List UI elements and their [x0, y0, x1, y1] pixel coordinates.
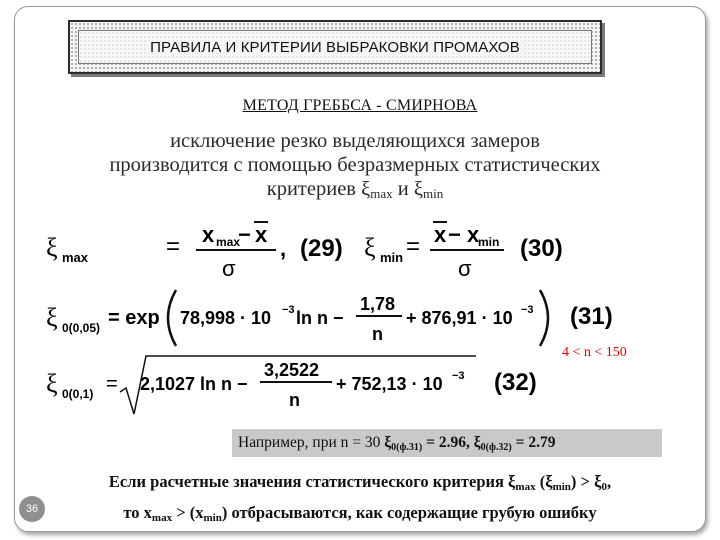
- conclusion-text: [40, 469, 680, 531]
- f1-denominator: σ: [222, 256, 236, 281]
- f1-num-sub: max: [216, 235, 241, 249]
- conclusion-sub-min: min: [552, 481, 571, 493]
- f2-denominator: σ: [458, 256, 472, 281]
- intro-sub-min: min: [423, 186, 444, 201]
- f4-term2: + 752,13 · 10: [336, 374, 443, 394]
- formula-row-2-svg: [0, 284, 720, 354]
- page-number-badge: 36: [19, 496, 45, 522]
- f1-xi: ξ: [46, 233, 58, 262]
- conclusion-sub-xmin: min: [203, 512, 222, 524]
- f2-xi: ξ: [364, 233, 376, 262]
- slide-title: ПРАВИЛА И КРИТЕРИИ ВЫБРАКОВКИ ПРОМАХОВ: [150, 38, 520, 56]
- f4-number: (32): [494, 369, 537, 396]
- title-banner-inner: [78, 30, 592, 64]
- f4-exp2: −3: [452, 370, 465, 382]
- n-range-note: 4 < n < 150: [562, 345, 627, 360]
- example-box: [232, 429, 662, 457]
- example-tail: = 2.79: [511, 434, 556, 451]
- intro-sub-max: max: [370, 186, 393, 201]
- f4-eq: =: [106, 373, 118, 395]
- f4-frac-num: 3,2522: [264, 360, 320, 380]
- conclusion-1c: ) > ξ: [570, 472, 602, 491]
- f2-num-sub: min: [478, 235, 500, 249]
- conclusion-sub-max: max: [515, 481, 536, 493]
- conclusion-line-1: [40, 469, 680, 500]
- f1-xi-sub: max: [62, 250, 89, 265]
- conclusion-1b: (ξ: [535, 472, 553, 491]
- formula-xi-min: [364, 222, 563, 281]
- f2-eq: =: [406, 233, 421, 260]
- example-sub-1: 0(ф.31): [391, 442, 423, 453]
- formula-row-1: [0, 212, 720, 282]
- f3-frac-den: n: [372, 324, 383, 344]
- conclusion-1a: Если расчетные значения статистического критерия ξ: [108, 472, 516, 491]
- formula-row-3: [0, 356, 720, 426]
- f3-xi: ξ: [46, 303, 58, 332]
- example-prefix: Например, при n = 30: [238, 434, 385, 451]
- formula-row-3-svg: [0, 356, 720, 426]
- f3-xi-sub: 0(0,05): [62, 321, 101, 335]
- formula-xi-01: [46, 356, 537, 414]
- conclusion-sub-xmax: max: [151, 512, 173, 524]
- f2-num-xbar: x: [434, 222, 447, 247]
- conclusion-2c: ) отбрасываются, как содержащие грубую ошибку: [221, 503, 597, 522]
- example-mid: = 2.96,: [422, 434, 474, 451]
- f4-xi: ξ: [46, 369, 58, 398]
- method-subtitle: МЕТОД ГРЕББСА - СМИРНОВА: [242, 97, 478, 114]
- example-sub-2: 0(ф.32): [480, 442, 512, 453]
- f3-exp2: −3: [521, 304, 534, 316]
- f3-term1: 78,998 · 10: [180, 308, 272, 328]
- intro-line-3-mid: и ξ: [392, 178, 424, 200]
- conclusion-2a: то x: [123, 503, 152, 522]
- f3-exp1: −3: [282, 304, 295, 316]
- f4-term1: 2,1027 ln n −: [140, 374, 248, 394]
- f1-comma: ,: [280, 236, 287, 261]
- formula-row-2: [0, 284, 720, 354]
- intro-line-3: [30, 177, 680, 206]
- f3-number: (31): [570, 303, 613, 330]
- intro-text: [30, 129, 680, 206]
- conclusion-2b: > (x: [172, 503, 204, 522]
- intro-line-1: исключение резко выделяющихся замеров: [170, 130, 540, 152]
- f3-term2: + 876,91 · 10: [406, 308, 513, 328]
- f1-num-x: x: [202, 222, 215, 247]
- f2-number: (30): [520, 235, 563, 262]
- f4-xi-sub: 0(0,1): [62, 387, 94, 401]
- example-xi-2: ξ: [473, 434, 481, 451]
- conclusion-line-2: [40, 500, 680, 531]
- f2-num-minus: − x: [448, 222, 480, 247]
- f1-num-xbar: x: [255, 222, 268, 247]
- formula-xi-max: [46, 222, 343, 281]
- f1-eq: =: [166, 233, 181, 260]
- example-xi-1: ξ: [384, 434, 392, 451]
- conclusion-1d: ,: [606, 472, 612, 491]
- f1-num-minus: −: [238, 222, 251, 247]
- f3-term1-tail: ln n −: [296, 308, 344, 328]
- conclusion-sub-0: 0: [601, 481, 607, 493]
- f3-frac-num: 1,78: [360, 294, 396, 314]
- title-banner: [68, 20, 602, 74]
- f3-paren-left: [168, 290, 176, 346]
- formula-xi-005: [46, 290, 613, 346]
- intro-line-2: производится с помощью безразмерных статистических: [109, 154, 601, 176]
- f1-number: (29): [300, 235, 343, 262]
- f3-eq-exp: = exp: [108, 307, 160, 329]
- f2-xi-sub: min: [380, 250, 404, 265]
- formula-row-1-svg: [0, 212, 720, 282]
- intro-line-3-prefix: критериев ξ: [266, 178, 371, 200]
- f4-frac-den: n: [289, 390, 300, 410]
- f3-paren-right: [540, 290, 548, 346]
